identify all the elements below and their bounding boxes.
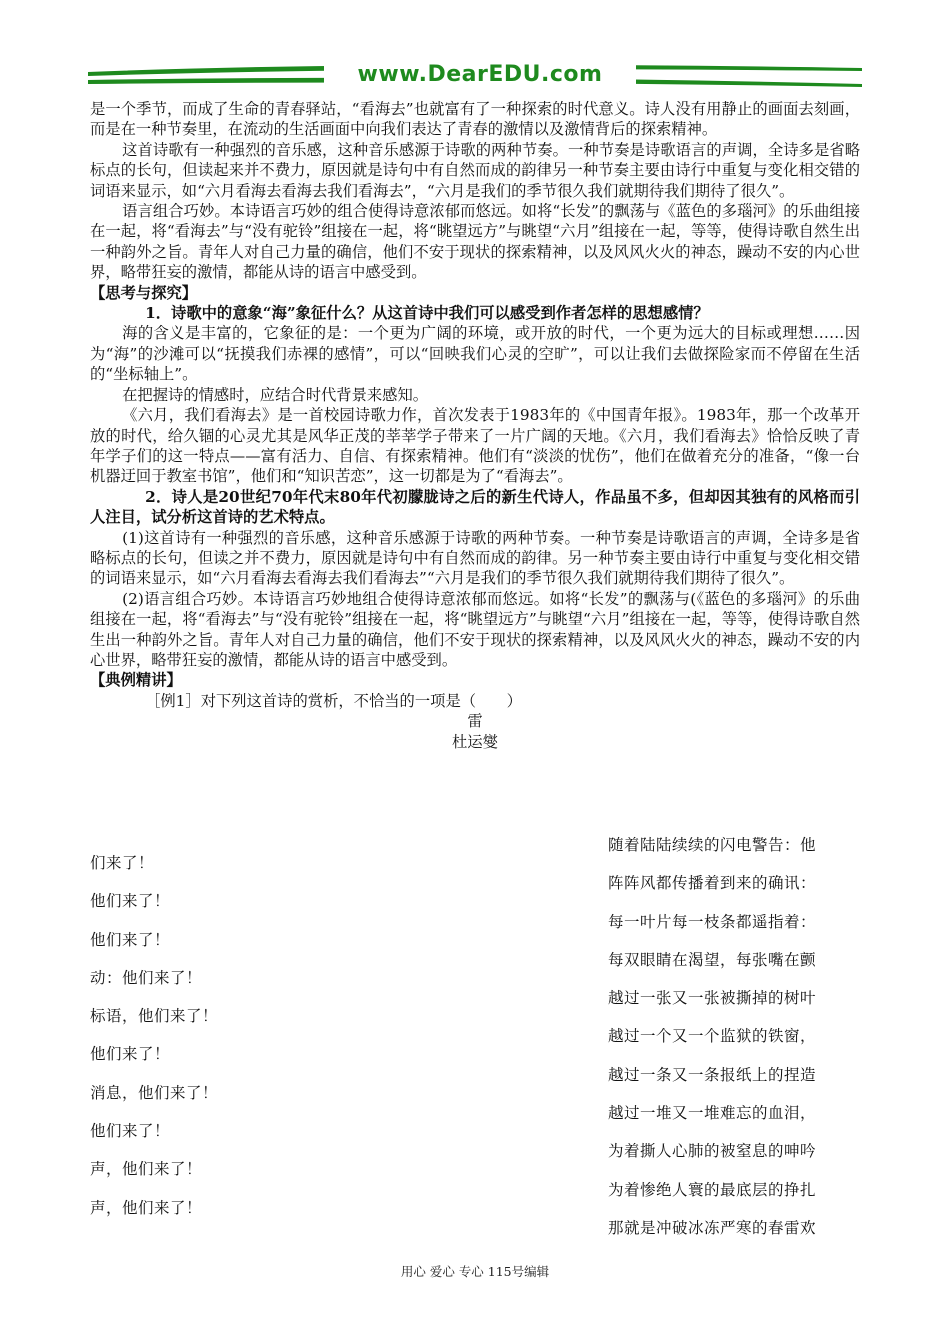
answer-paragraph: 《六月，我们看海去》是一首校园诗歌力作，首次发表于1983年的《中国青年报》。1983年，那一个改革开放的时代，给久锢的心灵尤其是风华正茂的莘莘学子带来了一片广阔的天地。《六月，我们看海去》恰恰反映了青年学子们的这一特点——富有活力、自信、有探索精神。他们有“淡淡的忧伤”，他们在做着充分的准备，“像一台机器迂回于教室书馆”，他们和“知识苦恋”，这一切都是为了“看海去”。: [90, 406, 860, 486]
poem-line: 随着陆陆续续的闪电警告：他: [608, 836, 817, 854]
poem-line: 那就是冲破冰冻严寒的春雷欢: [608, 1218, 817, 1237]
section-heading-examples: 【典例精讲】: [90, 671, 182, 690]
paragraph: 是一个季节，而成了生命的青春驿站，“看海去”也就富有了一种探索的时代意义。诗人没有用静止的画面去刻画，而是在一种节奏里，在流动的生活画面中向我们表达了青春的激情以及激情背后的探索精神。: [90, 100, 860, 139]
poem-title: 雷: [467, 712, 483, 731]
poem-line: 越过一条又一条报纸上的捏造: [608, 1065, 817, 1084]
poem-line: 越过一个又一个监狱的铁窗，: [608, 1027, 817, 1046]
poem-line: 他们来了！: [90, 892, 171, 911]
poem-line: 越过一堆又一堆难忘的血泪，: [608, 1104, 817, 1123]
section-heading-think: 【思考与探究】: [90, 283, 198, 302]
poem-column-right: [608, 826, 868, 1247]
poem-line: 为着惨绝人寰的最底层的挣扎: [608, 1180, 817, 1199]
question-1: 1．诗歌中的意象“海”象征什么？从这首诗中我们可以感受到作者怎样的思想感情？: [145, 304, 709, 323]
poem-line: 声，他们来了！: [90, 1160, 203, 1179]
poem-line: 动：他们来了！: [90, 968, 203, 987]
paragraph: 语言组合巧妙。本诗语言巧妙的组合使得诗意浓郁而悠远。如将“长发”的飘荡与《蓝色的多瑙河》的乐曲组接在一起，将“看海去”与“没有驼铃”组接在一起，将“眺望远方”与眺望“六月”组接在一起，等等，使得诗歌自然生出一种韵外之旨。青年人对自己力量的确信，他们不安于现状的探索精神，以及风风火火的神态，躁动不安的内心世界，略带狂妄的激情，都能从诗的语言中感受到。: [90, 202, 860, 282]
site-header: [88, 58, 862, 98]
poem-column-left: [90, 844, 390, 1227]
poem-line: 他们来了！: [90, 1045, 171, 1064]
poem-line: 标语，他们来了！: [90, 1007, 219, 1026]
poem-line: 每一叶片每一枝条都遥指着：: [608, 912, 817, 931]
poem-author: 杜运燮: [452, 732, 498, 751]
answer-paragraph: (2)语言组合巧妙。本诗语言巧妙地组合使得诗意浓郁而悠远。如将“长发”的飘荡与(《蓝色的多瑙河》的乐曲组接在一起，将“看海去”与“没有驼铃”组接在一起，将“眺望远方”与眺望“六月”组接在一起，等等，使得诗歌自然生出一种韵外之旨。青年人对自己力量的确信，他们不安于现状的探索精神，以及风风火火的神态，躁动不安的内心世界，略带狂妄的激情，都能从诗的语言中感受到。: [90, 589, 860, 669]
poem-line: 每双眼睛在渴望，每张嘴在颤: [608, 950, 817, 969]
poem-body: [90, 826, 860, 1246]
answer-paragraph: 在把握诗的情感时，应结合时代背景来感知。: [122, 385, 429, 404]
poem-line: 阵阵风都传播着到来的确讯：: [608, 874, 817, 893]
poem-line: 为着撕人心肺的被窒息的呻吟: [608, 1142, 817, 1161]
site-logo[interactable]: www.DearEDU.com: [324, 62, 636, 87]
poem-line: 越过一张又一张被撕掉的树叶: [608, 989, 817, 1008]
example-question: ［例1］对下列这首诗的赏析，不恰当的一项是（ ）: [145, 691, 522, 710]
poem-line: 声，他们来了！: [90, 1198, 203, 1217]
answer-paragraph: (1)这首诗有一种强烈的音乐感，这种音乐感源于诗歌的两种节奏。一种节奏是诗歌语言的声调，全诗多是省略标点的长句，但读之并不费力，原因就是诗句中有自然而成的韵律。另一种节奏主要由诗行中重复与变化相交错的词语来显示，如“六月看海去看海去我们看海去”“六月是我们的季节很久我们就期待我们期待了很久”。: [90, 528, 860, 588]
poem-line: 他们来了！: [90, 1122, 171, 1141]
paragraph: 这首诗歌有一种强烈的音乐感，这种音乐感源于诗歌的两种节奏。一种节奏是诗歌语言的声调，全诗多是省略标点的长句，但读起来并不费力，原因就是诗句中有自然而成的韵律另一种节奏主要由诗行中重复与变化相交错的词语来显示，如“六月看海去看海去我们看海去”，“六月是我们的季节很久我们就期待我们期待了很久”。: [90, 140, 860, 200]
poem-line: 消息，他们来了！: [90, 1083, 219, 1102]
poem-line: 他们来了！: [90, 930, 171, 949]
answer-paragraph: 海的含义是丰富的，它象征的是：一个更为广阔的环境，或开放的时代，一个更为远大的目标或理想……因为“海”的沙滩可以“抚摸我们赤裸的感情”，可以“回映我们心灵的空旷”，可以让我们去做探险家而不停留在生活的“坐标轴上”。: [90, 324, 860, 384]
question-2: 2．诗人是20世纪70年代末80年代初朦胧诗之后的新生代诗人，作品虽不多，但却因其独有的风格而引人注目，试分析这首诗的艺术特点。: [90, 487, 860, 527]
page-footer: 用心 爱心 专心 115号编辑: [400, 1264, 550, 1279]
document-body: [90, 99, 860, 752]
poem-line: 们来了！: [90, 854, 155, 872]
